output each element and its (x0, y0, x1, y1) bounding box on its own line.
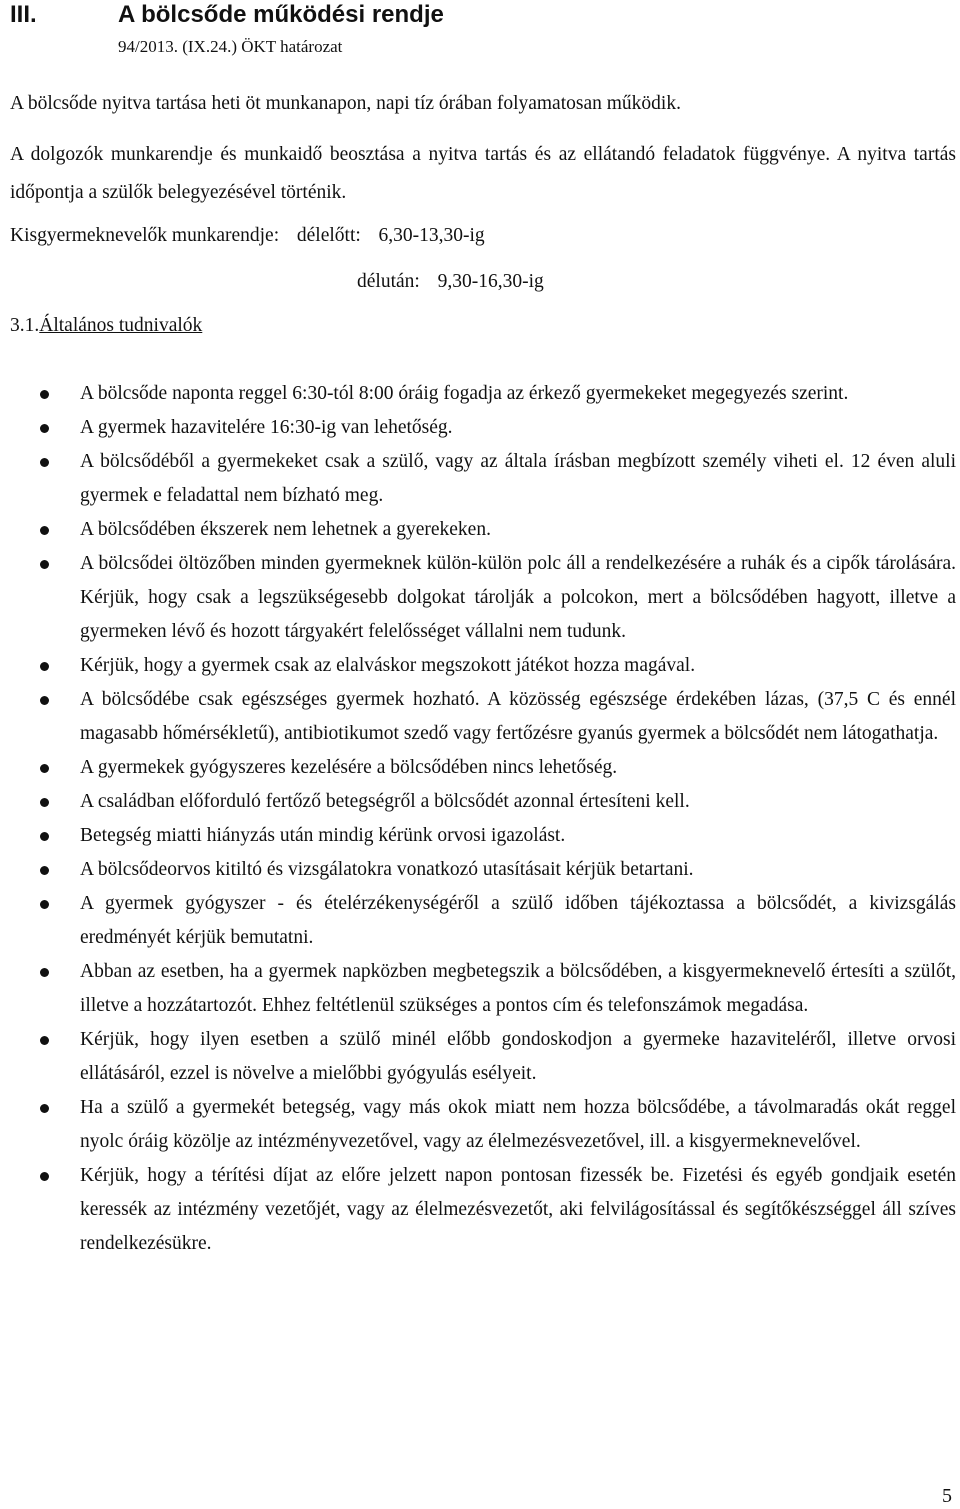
bullet-icon (40, 832, 49, 841)
schedule-morning-label: délelőtt: (296, 225, 361, 246)
rule-text: Kérjük, hogy ilyen esetben a szülő minél előbb gondoskodjon a gyermeke hazaviteléről, illetve orvosi ellátásáról, ezzel is növelve a mielőbbi gyógyulás esélyeit. (80, 1029, 956, 1084)
intro-opening-hours: A bölcsőde nyitva tartása heti öt munkanapon, napi tíz órában folyamatosan működik. (10, 93, 681, 114)
list-item (0, 377, 958, 411)
rule-text: A bölcsődei öltözőben minden gyermeknek külön-külön polc áll a rendelkezésére a ruhák és a cipők tárolására. Kérjük, hogy csak a legszükségesebb dolgokat tárolják a polcokon, mert a bölcsődében hagyott, illetve a gyermeken lévő és hozott tárgyakért felelősséget vállalni nem tudunk. (80, 553, 956, 642)
bullet-icon (40, 798, 49, 807)
list-item (0, 649, 958, 683)
rule-text: A bölcsőde naponta reggel 6:30-tól 8:00 óráig fogadja az érkező gyermekeket megegyezés szerint. (80, 383, 849, 404)
section-title: Általános tudnivalók (39, 315, 203, 336)
schedule-afternoon-row (357, 268, 544, 296)
rule-text: A gyermekek gyógyszeres kezelésére a bölcsődében nincs lehetőség. (80, 757, 618, 778)
rule-text: A bölcsődébe csak egészséges gyermek hozható. A közösség egészsége érdekében lázas, (37,5 C és ennél magasabb hőmérsékletű), antibiotikumot szedő vagy fertőzésre gyanús gyermek a bölcsődét nem látogathatja. (80, 689, 956, 744)
bullet-icon (40, 424, 49, 433)
list-item (0, 445, 958, 513)
schedule-morning-row (10, 222, 485, 250)
bullet-icon (40, 560, 49, 569)
bullet-icon (40, 458, 49, 467)
list-item (0, 1091, 958, 1159)
chapter-number: III. (10, 1, 37, 28)
rule-text: Abban az esetben, ha a gyermek napközben megbetegszik a bölcsődében, a kisgyermeknevelő értesíti a szülőt, illetve a hozzátartozót. Ehhez feltétlenül szükséges a pontos cím és telefonszámok megadása. (80, 961, 956, 1016)
schedule-morning-time: 6,30-13,30-ig (378, 225, 485, 246)
chapter-subtitle: 94/2013. (IX.24.) ÖKT határozat (118, 37, 343, 56)
bullet-icon (40, 1104, 49, 1113)
list-item (0, 785, 958, 819)
bullet-icon (40, 1172, 49, 1181)
section-heading (10, 312, 202, 340)
rule-text: Ha a szülő a gyermekét betegség, vagy más okok miatt nem hozza bölcsődébe, a távolmaradás okát reggel nyolc óráig közölje az intézményvezetővel, vagy az élelmezésvezetővel, ill. a kisgyermeknevelővel. (80, 1097, 956, 1152)
list-item (0, 819, 958, 853)
bullet-icon (40, 662, 49, 671)
rule-text: Kérjük, hogy a gyermek csak az elalváskor megszokott játékot hozza magával. (80, 655, 696, 676)
rule-text: A gyermek gyógyszer - és ételérzékenységéről a szülő időben tájékoztassa a bölcsődét, a kivizsgálás eredményét kérjük bemutatni. (80, 893, 956, 948)
rules-list (0, 377, 958, 1261)
section-number: 3.1. (10, 315, 40, 336)
rule-text: Betegség miatti hiányzás után mindig kérünk orvosi igazolást. (80, 825, 566, 846)
list-item (0, 411, 958, 445)
list-item (0, 1159, 958, 1261)
bullet-icon (40, 866, 49, 875)
rule-text: A bölcsődéből a gyermekeket csak a szülő, vagy az általa írásban megbízott személy viheti el. 12 éven aluli gyermek e feladattal nem bízható meg. (80, 451, 956, 506)
list-item (0, 547, 958, 649)
list-item (0, 1023, 958, 1091)
bullet-icon (40, 390, 49, 399)
bullet-icon (40, 764, 49, 773)
list-item (0, 955, 958, 1023)
rule-text: A gyermek hazavitelére 16:30-ig van lehetőség. (80, 417, 453, 438)
rule-text: A bölcsődeorvos kitiltó és vizsgálatokra vonatkozó utasításait kérjük betartani. (80, 859, 694, 880)
bullet-icon (40, 526, 49, 535)
chapter-heading (10, 0, 444, 30)
bullet-icon (40, 1036, 49, 1045)
bullet-icon (40, 696, 49, 705)
list-item (0, 683, 958, 751)
list-item (0, 887, 958, 955)
rule-text: A családban előforduló fertőző betegségről a bölcsődét azonnal értesíteni kell. (80, 791, 690, 812)
rule-text: A bölcsődében ékszerek nem lehetnek a gyerekeken. (80, 519, 491, 540)
list-item (0, 513, 958, 547)
schedule-label: Kisgyermeknevelők munkarendje: (10, 225, 280, 246)
intro-staff-schedule: A dolgozók munkarendje és munkaidő beosztása a nyitva tartás és az ellátandó feladatok függvénye. A nyitva tartás időpontja a szülők belegyezésével történik. (10, 144, 956, 203)
list-item (0, 853, 958, 887)
bullet-icon (40, 968, 49, 977)
list-item (0, 751, 958, 785)
page-number: 5 (942, 1485, 952, 1507)
chapter-title: A bölcsőde működési rendje (118, 1, 444, 28)
schedule-afternoon-label: délután: (357, 271, 420, 292)
bullet-icon (40, 900, 49, 909)
schedule-afternoon-time: 9,30-16,30-ig (437, 271, 544, 292)
rule-text: Kérjük, hogy a térítési díjat az előre jelzett napon pontosan fizessék be. Fizetési és egyéb gondjaik esetén keressék az intézmény vezetőjét, vagy az élelmezésvezetőt, aki felvilágosítással és segítőkészséggel áll szíves rendelkezésükre. (80, 1165, 956, 1254)
